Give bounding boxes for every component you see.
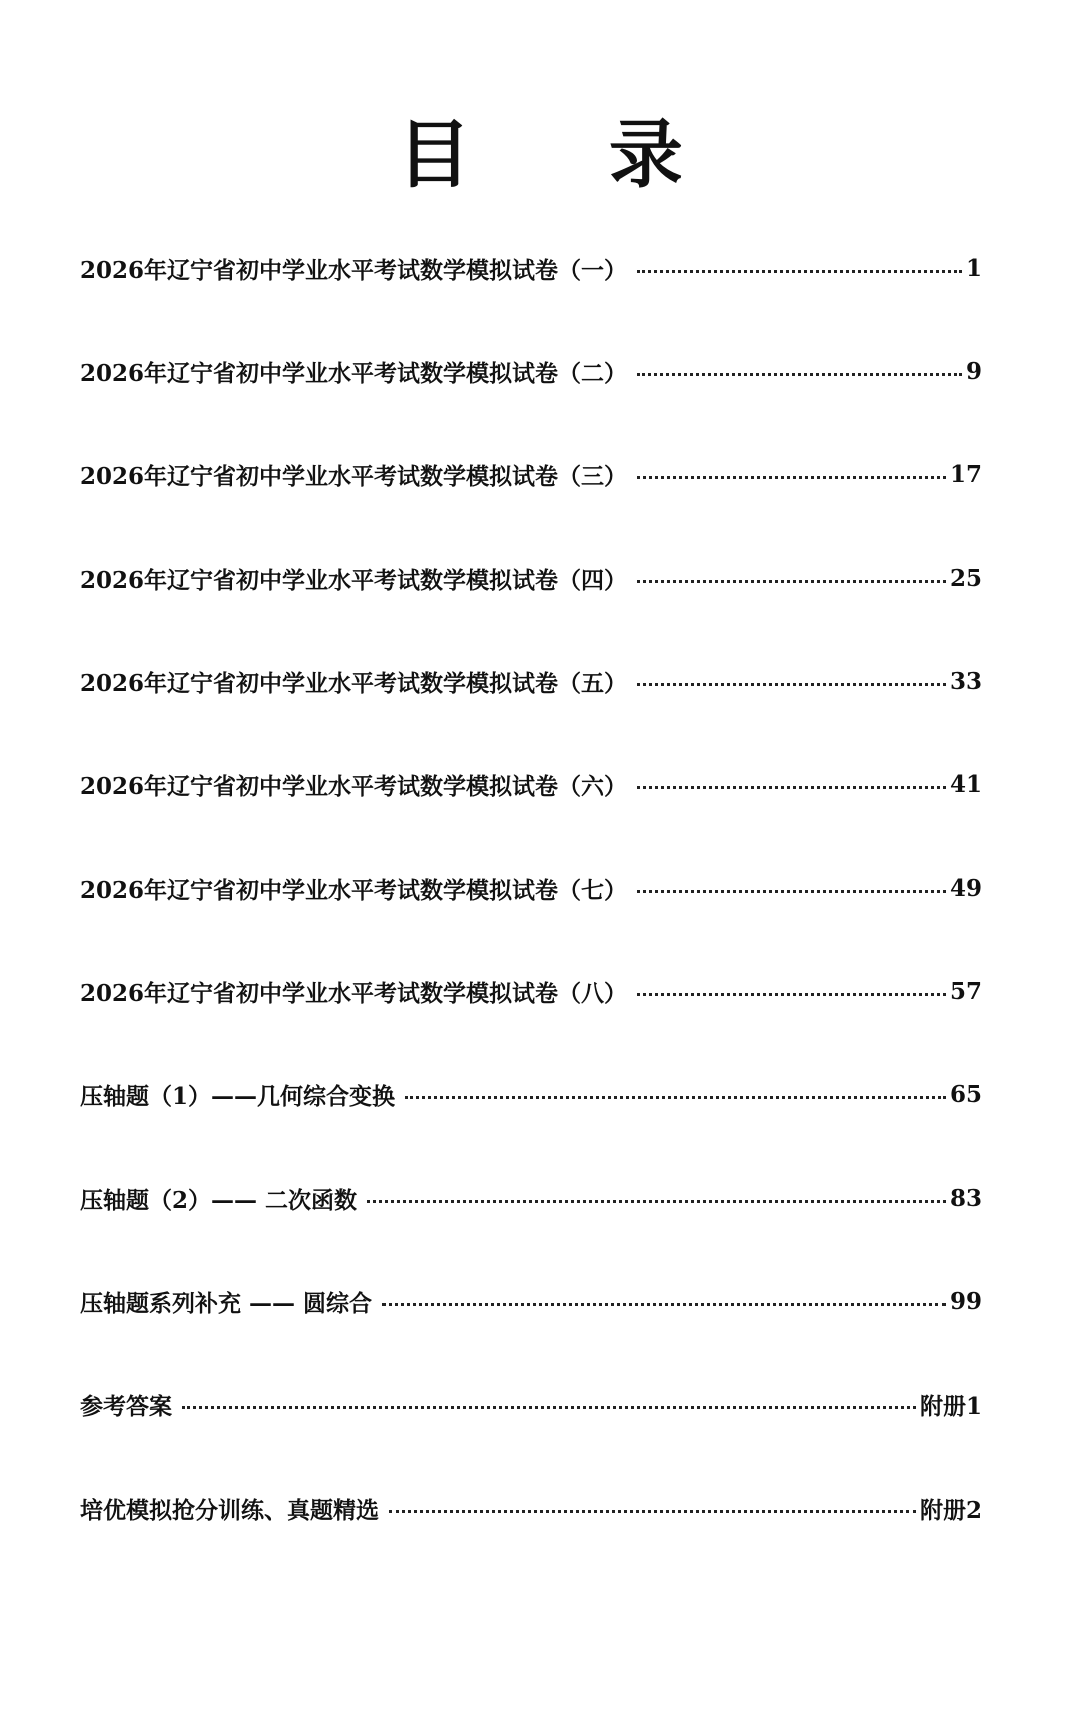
toc-entry-title: 压轴题（2）—— 二次函数 [80,1186,358,1214]
toc-entry[interactable] [80,1488,982,1528]
toc-entry-page-number: 附册2 [919,1496,982,1524]
dot-leader [637,786,946,789]
toc-entry-page-number: 9 [965,357,982,385]
dot-leader [637,890,946,893]
toc-entry-page-number: 41 [949,770,982,798]
toc-entry[interactable] [80,454,982,494]
toc-entry-title: 培优模拟抢分训练、真题精选 [80,1496,379,1524]
toc-entry-page-number: 25 [949,564,982,592]
toc-entry-page-number: 57 [949,977,982,1005]
toc-entry[interactable] [80,971,982,1011]
toc-entry-page-number: 49 [949,874,982,902]
dot-leader [637,476,946,479]
toc-entry-title: 2026年辽宁省初中学业水平考试数学模拟试卷（四） [80,566,628,594]
toc-entry[interactable] [80,1281,982,1321]
toc-entry-title: 压轴题（1）——几何综合变换 [80,1082,396,1110]
toc-entry-title: 2026年辽宁省初中学业水平考试数学模拟试卷（一） [80,256,628,284]
dot-leader [637,373,962,376]
dot-leader [367,1200,946,1203]
toc-entry-title: 2026年辽宁省初中学业水平考试数学模拟试卷（七） [80,876,628,904]
toc-entry-page-number: 65 [949,1080,982,1108]
toc-entry[interactable] [80,248,982,288]
toc-entry-page-number: 1 [965,254,982,282]
dot-leader [182,1406,916,1409]
toc-entry-title: 2026年辽宁省初中学业水平考试数学模拟试卷（二） [80,359,628,387]
toc-entry-title: 压轴题系列补充 —— 圆综合 [80,1289,373,1317]
toc-entry[interactable] [80,351,982,391]
dot-leader [637,993,946,996]
toc-entry[interactable] [80,1178,982,1218]
dot-leader [389,1510,916,1513]
toc-entry[interactable] [80,1074,982,1114]
toc-entry-title: 2026年辽宁省初中学业水平考试数学模拟试卷（六） [80,772,628,800]
toc-entry[interactable] [80,661,982,701]
toc-entry-page-number: 83 [949,1184,982,1212]
dot-leader [637,270,962,273]
toc-entry[interactable] [80,1384,982,1424]
dot-leader [382,1303,946,1306]
toc-entry[interactable] [80,868,982,908]
dot-leader [405,1096,946,1099]
page-title: 目 录 [397,112,739,198]
toc-entry-page-number: 17 [949,460,982,488]
toc-entry-title: 2026年辽宁省初中学业水平考试数学模拟试卷（三） [80,462,628,490]
toc-entry[interactable] [80,558,982,598]
dot-leader [637,683,946,686]
toc-entry-page-number: 附册1 [919,1392,982,1420]
dot-leader [637,580,946,583]
toc-entry-page-number: 99 [949,1287,982,1315]
toc-entry-title: 参考答案 [80,1392,172,1420]
toc-entry-title: 2026年辽宁省初中学业水平考试数学模拟试卷（八） [80,979,628,1007]
toc-entry-title: 2026年辽宁省初中学业水平考试数学模拟试卷（五） [80,669,628,697]
toc-entry-page-number: 33 [949,667,982,695]
toc-entry[interactable] [80,764,982,804]
